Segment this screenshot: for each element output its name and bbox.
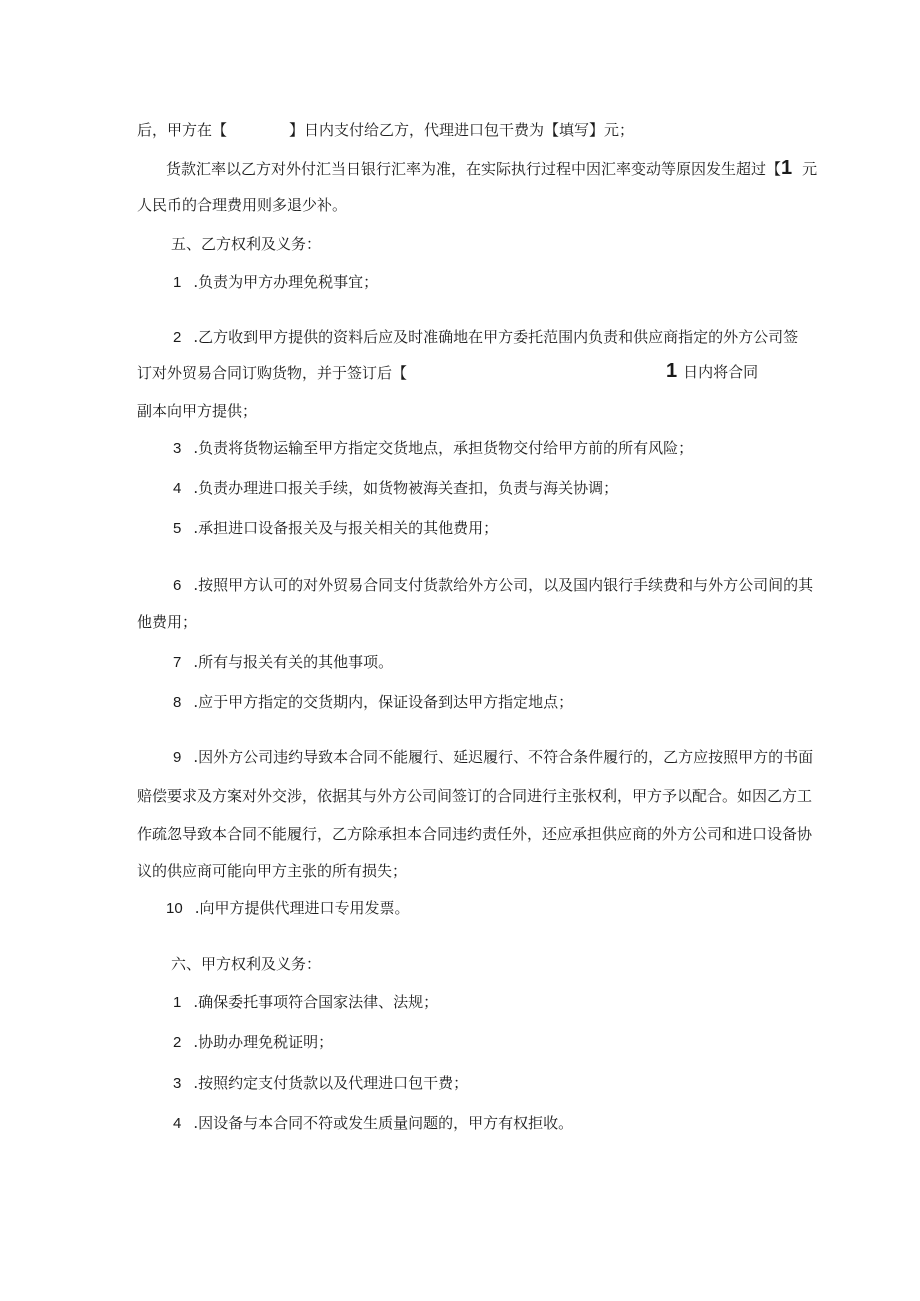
s5-item-2-text-b: 订对外贸易合同订购货物，并于签订后【 xyxy=(137,364,408,382)
s5-item-8-text: .应于甲方指定的交货期内，保证设备到达甲方指定地点； xyxy=(193,693,574,711)
s5-item-1-number: 1 xyxy=(173,274,182,291)
s6-item-2-number: 2 xyxy=(173,1034,182,1051)
s5-item-2-days-number: 1 xyxy=(666,360,678,382)
section-6-heading: 六、甲方权利及义务： xyxy=(171,955,322,973)
intro-line-1-part-b: 】日内支付给乙方，代理进口包干费为【填写】元； xyxy=(289,121,635,139)
s6-item-4-number: 4 xyxy=(173,1115,182,1132)
s5-item-5-number: 5 xyxy=(173,520,182,537)
s5-item-6-number: 6 xyxy=(173,577,182,594)
s5-item-9-line-3: 作疏忽导致本合同不能履行，乙方除承担本合同违约责任外，还应承担供应商的外方公司和进口设备协 xyxy=(137,825,813,843)
s5-item-9-line-4: 议的供应商可能向甲方主张的所有损失； xyxy=(137,862,408,880)
s5-item-3 xyxy=(173,438,693,459)
intro-line-1-part-a: 后，甲方在【 xyxy=(137,121,228,139)
s5-item-6 xyxy=(173,575,813,596)
s5-item-10 xyxy=(166,898,409,919)
s6-item-2 xyxy=(173,1032,333,1053)
s5-item-4 xyxy=(173,478,618,499)
s6-item-4-text: .因设备与本合同不符或发生质量问题的，甲方有权拒收。 xyxy=(193,1114,574,1132)
s5-item-6-text-a: .按照甲方认可的对外贸易合同支付货款给外方公司，以及国内银行手续费和与外方公司间的其 xyxy=(193,576,814,594)
s6-item-4 xyxy=(173,1113,573,1134)
s5-item-10-number: 10 xyxy=(166,900,183,917)
intro-line-2-part-a: 货款汇率以乙方对外付汇当日银行汇率为准，在实际执行过程中因汇率变动等原因发生超过【 xyxy=(166,160,782,178)
s5-item-4-text: .负责办理进口报关手续，如货物被海关查扣，负责与海关协调； xyxy=(193,479,619,497)
s5-item-2-line-3: 副本向甲方提供； xyxy=(137,402,258,420)
intro-line-3: 人民币的合理费用则多退少补。 xyxy=(137,196,348,214)
s6-item-3-number: 3 xyxy=(173,1075,182,1092)
s5-item-10-text: .向甲方提供代理进口专用发票。 xyxy=(194,899,410,917)
s5-item-9 xyxy=(173,747,813,768)
s5-item-8 xyxy=(173,692,573,713)
s5-item-1 xyxy=(173,272,378,293)
s6-item-3-text: .按照约定支付货款以及代理进口包干费； xyxy=(193,1074,469,1092)
s6-item-2-text: .协助办理免税证明； xyxy=(193,1033,334,1051)
s5-item-2 xyxy=(173,327,798,348)
s5-item-9-text-a: .因外方公司违约导致本合同不能履行、延迟履行、不符合条件履行的，乙方应按照甲方的书面 xyxy=(193,748,814,766)
s6-item-1 xyxy=(173,992,438,1013)
s5-item-3-text: .负责将货物运输至甲方指定交货地点，承担货物交付给甲方前的所有风险； xyxy=(193,439,694,457)
s5-item-5-text: .承担进口设备报关及与报关相关的其他费用； xyxy=(193,519,499,537)
s5-item-3-number: 3 xyxy=(173,440,182,457)
s6-item-3 xyxy=(173,1073,468,1094)
s5-item-2-line-2-end xyxy=(666,361,758,382)
s5-item-2-number: 2 xyxy=(173,329,182,346)
s5-item-4-number: 4 xyxy=(173,480,182,497)
intro-line-2 xyxy=(166,158,817,179)
s6-item-1-text: .确保委托事项符合国家法律、法规； xyxy=(193,993,439,1011)
s5-item-2-text-c: 日内将合同 xyxy=(683,363,759,381)
s5-item-2-text-a: .乙方收到甲方提供的资料后应及时准确地在甲方委托范围内负责和供应商指定的外方公司签 xyxy=(193,328,799,346)
section-5-heading: 五、乙方权利及义务： xyxy=(171,235,322,253)
s5-item-9-number: 9 xyxy=(173,749,182,766)
s5-item-7-text: .所有与报关有关的其他事项。 xyxy=(193,653,394,671)
intro-line-1 xyxy=(137,120,634,140)
s5-item-1-text: .负责为甲方办理免税事宜； xyxy=(193,273,379,291)
intro-line-2-part-b: 元 xyxy=(802,160,818,178)
s5-item-9-line-2: 赔偿要求及方案对外交涉，依据其与外方公司间签订的合同进行主张权利，甲方予以配合。如因乙方工 xyxy=(137,787,813,805)
s5-item-5 xyxy=(173,518,498,539)
s5-item-7-number: 7 xyxy=(173,654,182,671)
s5-item-2-line-2 xyxy=(137,363,407,383)
s5-item-6-line-2: 他费用； xyxy=(137,613,198,631)
intro-line-2-number: 1 xyxy=(781,157,793,179)
s5-item-7 xyxy=(173,652,393,673)
s6-item-1-number: 1 xyxy=(173,994,182,1011)
s5-item-8-number: 8 xyxy=(173,694,182,711)
